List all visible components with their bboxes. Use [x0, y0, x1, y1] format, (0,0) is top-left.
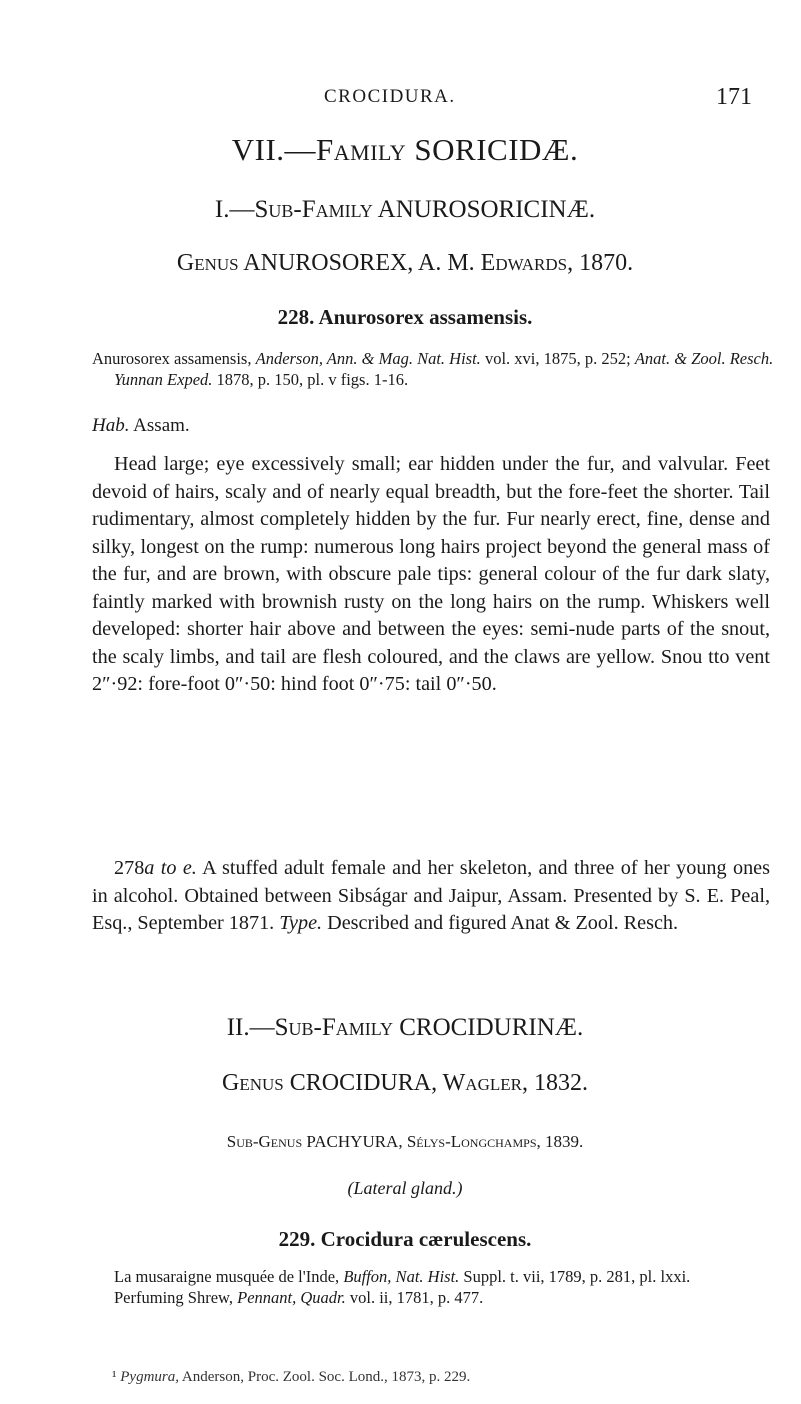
family-heading: VII.—Family SORICIDÆ.	[231, 132, 579, 167]
subfamily-heading-2: II.—Sub-Family CROCIDURINÆ.	[226, 1014, 584, 1041]
reference-line	[114, 1287, 794, 1308]
species-heading: 228. Anurosorex assamensis.	[277, 305, 533, 329]
specimen-paragraph	[92, 855, 770, 938]
species-heading-2: 229. Crocidura cærulescens.	[278, 1227, 532, 1251]
specimen-range: a to e.	[144, 857, 197, 879]
footnote	[112, 1369, 470, 1386]
reference-detail: Suppl. t. vii, 1789, p. 281, pl. lxxi.	[459, 1267, 691, 1286]
running-head	[0, 86, 801, 116]
gland-note: (Lateral gland.)	[347, 1178, 463, 1198]
specimen-type-label: Type.	[279, 912, 323, 934]
habitat-label: Hab.	[92, 415, 130, 436]
genus-heading: Genus ANUROSOREX, A. M. Edwards, 1870.	[176, 250, 634, 276]
reference-source: Pennant, Quadr.	[237, 1288, 346, 1307]
reference-name: Perfuming Shrew,	[114, 1288, 238, 1307]
subgenus-heading: Sub-Genus PACHYURA, Sélys-Longchamps, 1839.	[226, 1132, 584, 1151]
species-description: Head large; eye excessively small; ear hidden under the fur, and valvular. Feet devoid of hairs, scaly and of nearly equal breadth, but the fore-feet the shorter. Tail rudimentary, almost completely hidden by the fur. Fur nearly erect, fine, dense and silky, longest on the rump: numerous long hairs project beyond the general mass of the fur, and are brown, with obscure pale tips: general colour of the fur dark slaty, faintly marked with brownish rusty on the long hairs on the rump. Whiskers well developed: shorter hair above and between the eyes: semi-nude parts of the snout, the scaly limbs, and tail are flesh coloured, and the claws are yellow. Snou tto vent 2″·92: fore-foot 0″·50: hind foot 0″·75: tail 0″·50.	[92, 453, 770, 695]
reference-name: La musaraigne musquée de l'Inde,	[114, 1267, 344, 1286]
reference-line	[114, 1266, 794, 1287]
reference-name: Anurosorex assamensis,	[92, 349, 256, 368]
reference-detail: vol. ii, 1781, p. 477.	[345, 1288, 484, 1307]
subfamily-heading: I.—Sub-Family ANUROSORICINÆ.	[214, 196, 596, 223]
running-head-title: CROCIDURA.	[324, 86, 456, 107]
reference-source-2: Anat. & Zool. Resch. Yunnan Exped.	[114, 349, 774, 389]
genus-heading-2: Genus CROCIDURA, Wagler, 1832.	[222, 1070, 588, 1096]
specimen-number: 278	[114, 857, 145, 879]
habitat-value: Assam.	[129, 415, 190, 436]
reference-source: Anderson, Ann. & Mag. Nat. Hist.	[255, 349, 481, 368]
habitat-line	[92, 415, 190, 437]
specimen-text: A stuffed adult female and her skeleton, and three of her young ones in alcohol. Obtained between Sibságar and Jaipur, Assam. Presented by S. E. Peal, Esq., September 1871.	[92, 857, 770, 934]
species-reference	[92, 348, 794, 390]
page-number: 171	[716, 84, 752, 110]
reference-source: Buffon, Nat. Hist.	[343, 1267, 460, 1286]
reference-detail: vol. xvi, 1875, p. 252;	[480, 349, 635, 368]
specimen-text-2: Described and figured Anat & Zool. Resch.	[322, 912, 679, 934]
species-references-2	[92, 1266, 794, 1308]
footnote-italic: Pygmura,	[120, 1369, 179, 1385]
footnote-text: Anderson, Proc. Zool. Soc. Lond., 1873, p. 229.	[179, 1369, 471, 1385]
reference-detail-2: 1878, p. 150, pl. v figs. 1-16.	[212, 370, 409, 389]
footnote-marker: ¹	[112, 1369, 117, 1385]
